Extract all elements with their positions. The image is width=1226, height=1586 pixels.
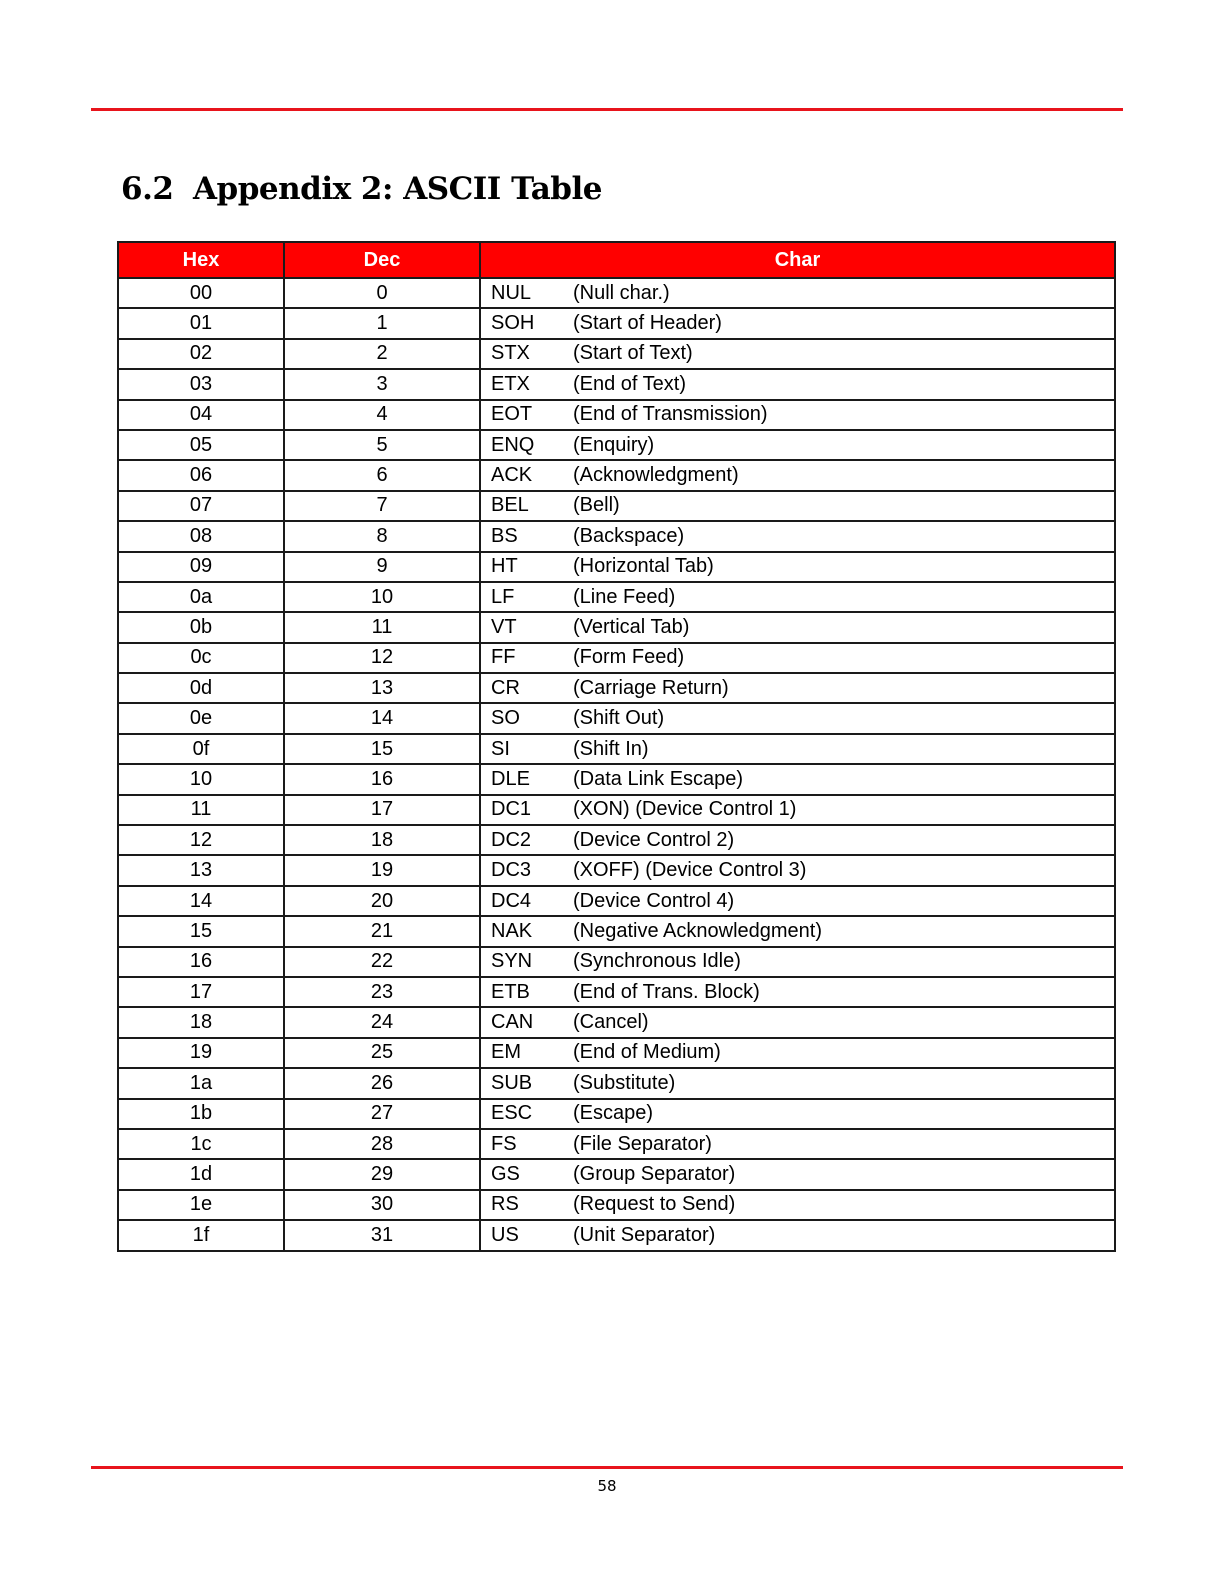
char-code: SUB bbox=[491, 1071, 533, 1094]
table-row bbox=[118, 703, 1115, 733]
cell-hex: 15 bbox=[118, 916, 284, 946]
cell-dec: 26 bbox=[284, 1068, 480, 1098]
char-description: (Carriage Return) bbox=[573, 676, 729, 699]
cell-hex: 06 bbox=[118, 460, 284, 490]
char-code: DC1 bbox=[491, 798, 532, 821]
cell-char bbox=[480, 855, 1115, 885]
cell-hex: 07 bbox=[118, 491, 284, 521]
cell-char bbox=[480, 825, 1115, 855]
cell-char bbox=[480, 339, 1115, 369]
cell-hex: 11 bbox=[118, 795, 284, 825]
table-row bbox=[118, 734, 1115, 764]
cell-char bbox=[480, 1190, 1115, 1220]
table-row bbox=[118, 430, 1115, 460]
cell-char bbox=[480, 491, 1115, 521]
table-row bbox=[118, 400, 1115, 430]
cell-dec: 3 bbox=[284, 369, 480, 399]
cell-dec: 23 bbox=[284, 977, 480, 1007]
cell-char bbox=[480, 278, 1115, 308]
char-code: BS bbox=[491, 524, 518, 547]
cell-dec: 13 bbox=[284, 673, 480, 703]
table-row bbox=[118, 1159, 1115, 1189]
cell-char bbox=[480, 947, 1115, 977]
cell-dec: 31 bbox=[284, 1220, 480, 1250]
cell-dec: 1 bbox=[284, 308, 480, 338]
char-code: GS bbox=[491, 1163, 520, 1186]
cell-dec: 15 bbox=[284, 734, 480, 764]
char-description: (Shift In) bbox=[573, 737, 649, 760]
table-row bbox=[118, 1068, 1115, 1098]
table-header-row bbox=[118, 242, 1115, 278]
cell-dec: 24 bbox=[284, 1007, 480, 1037]
char-code: EM bbox=[491, 1041, 521, 1064]
section-number: 6.2 bbox=[121, 170, 174, 207]
char-code: NUL bbox=[491, 281, 532, 304]
char-description: (End of Transmission) bbox=[573, 403, 768, 426]
table-row bbox=[118, 1007, 1115, 1037]
table-row bbox=[118, 1190, 1115, 1220]
char-description: (Form Feed) bbox=[573, 646, 685, 669]
cell-char bbox=[480, 1038, 1115, 1068]
cell-char bbox=[480, 643, 1115, 673]
cell-char bbox=[480, 369, 1115, 399]
char-code: BEL bbox=[491, 494, 529, 517]
cell-dec: 27 bbox=[284, 1099, 480, 1129]
cell-dec: 4 bbox=[284, 400, 480, 430]
table-row bbox=[118, 369, 1115, 399]
table-row bbox=[118, 1038, 1115, 1068]
cell-dec: 30 bbox=[284, 1190, 480, 1220]
char-description: (End of Trans. Block) bbox=[573, 980, 760, 1003]
cell-dec: 12 bbox=[284, 643, 480, 673]
char-code: CR bbox=[491, 676, 520, 699]
cell-dec: 25 bbox=[284, 1038, 480, 1068]
table-row bbox=[118, 552, 1115, 582]
cell-char bbox=[480, 612, 1115, 642]
table-row bbox=[118, 886, 1115, 916]
table-row bbox=[118, 764, 1115, 794]
char-code: SOH bbox=[491, 312, 535, 335]
char-code: HT bbox=[491, 555, 518, 578]
cell-hex: 00 bbox=[118, 278, 284, 308]
cell-dec: 18 bbox=[284, 825, 480, 855]
cell-char bbox=[480, 1159, 1115, 1189]
char-description: (Device Control 2) bbox=[573, 828, 735, 851]
cell-hex: 13 bbox=[118, 855, 284, 885]
cell-hex: 1d bbox=[118, 1159, 284, 1189]
char-code: LF bbox=[491, 585, 515, 608]
char-description: (Cancel) bbox=[573, 1011, 649, 1034]
cell-char bbox=[480, 764, 1115, 794]
cell-hex: 05 bbox=[118, 430, 284, 460]
char-description: (Backspace) bbox=[573, 524, 685, 547]
char-code: ENQ bbox=[491, 433, 535, 456]
cell-hex: 0c bbox=[118, 643, 284, 673]
cell-dec: 2 bbox=[284, 339, 480, 369]
char-description: (Escape) bbox=[573, 1102, 654, 1125]
cell-dec: 0 bbox=[284, 278, 480, 308]
char-code: FF bbox=[491, 646, 516, 669]
cell-hex: 08 bbox=[118, 521, 284, 551]
section-heading bbox=[121, 171, 602, 207]
section-title: Appendix 2: ASCII Table bbox=[193, 170, 602, 207]
cell-dec: 8 bbox=[284, 521, 480, 551]
char-code: EOT bbox=[491, 403, 533, 426]
cell-hex: 16 bbox=[118, 947, 284, 977]
table-row bbox=[118, 643, 1115, 673]
char-code: DC4 bbox=[491, 889, 532, 912]
cell-hex: 01 bbox=[118, 308, 284, 338]
char-code: ACK bbox=[491, 464, 533, 487]
char-description: (Unit Separator) bbox=[573, 1223, 716, 1246]
char-description: (Request to Send) bbox=[573, 1193, 736, 1216]
cell-hex: 10 bbox=[118, 764, 284, 794]
char-code: DC3 bbox=[491, 859, 532, 882]
cell-dec: 11 bbox=[284, 612, 480, 642]
cell-dec: 20 bbox=[284, 886, 480, 916]
char-code: VT bbox=[491, 615, 517, 638]
table-row bbox=[118, 947, 1115, 977]
cell-char bbox=[480, 977, 1115, 1007]
column-header-dec: Dec bbox=[284, 242, 480, 278]
cell-char bbox=[480, 1068, 1115, 1098]
table-body bbox=[118, 278, 1115, 1251]
table-row bbox=[118, 521, 1115, 551]
cell-char bbox=[480, 430, 1115, 460]
cell-dec: 9 bbox=[284, 552, 480, 582]
char-code: NAK bbox=[491, 919, 533, 942]
cell-char bbox=[480, 460, 1115, 490]
table-row bbox=[118, 612, 1115, 642]
cell-hex: 04 bbox=[118, 400, 284, 430]
table-row bbox=[118, 795, 1115, 825]
table-row bbox=[118, 916, 1115, 946]
char-code: ESC bbox=[491, 1102, 533, 1125]
column-header-hex: Hex bbox=[118, 242, 284, 278]
char-code: FS bbox=[491, 1132, 517, 1155]
cell-hex: 0e bbox=[118, 703, 284, 733]
cell-dec: 16 bbox=[284, 764, 480, 794]
cell-hex: 1f bbox=[118, 1220, 284, 1250]
char-code: DC2 bbox=[491, 828, 532, 851]
cell-dec: 5 bbox=[284, 430, 480, 460]
cell-dec: 28 bbox=[284, 1129, 480, 1159]
ascii-table bbox=[117, 241, 1116, 1252]
cell-hex: 0b bbox=[118, 612, 284, 642]
char-code: US bbox=[491, 1223, 519, 1246]
table-row bbox=[118, 1220, 1115, 1250]
cell-hex: 18 bbox=[118, 1007, 284, 1037]
cell-hex: 1a bbox=[118, 1068, 284, 1098]
char-description: (Shift Out) bbox=[573, 707, 665, 730]
table-row bbox=[118, 1129, 1115, 1159]
cell-hex: 0a bbox=[118, 582, 284, 612]
char-description: (Enquiry) bbox=[573, 433, 655, 456]
cell-hex: 1b bbox=[118, 1099, 284, 1129]
table-row bbox=[118, 855, 1115, 885]
cell-hex: 02 bbox=[118, 339, 284, 369]
cell-hex: 09 bbox=[118, 552, 284, 582]
char-description: (Acknowledgment) bbox=[573, 464, 739, 487]
cell-char bbox=[480, 552, 1115, 582]
char-description: (Horizontal Tab) bbox=[573, 555, 714, 578]
char-code: SI bbox=[491, 737, 510, 760]
cell-hex: 0d bbox=[118, 673, 284, 703]
char-description: (Data Link Escape) bbox=[573, 767, 744, 790]
char-description: (Negative Acknowledgment) bbox=[573, 919, 823, 942]
char-code: SO bbox=[491, 707, 520, 730]
table-row bbox=[118, 825, 1115, 855]
char-description: (Start of Header) bbox=[573, 312, 722, 335]
table-row bbox=[118, 582, 1115, 612]
char-description: (Start of Text) bbox=[573, 342, 693, 365]
cell-char bbox=[480, 886, 1115, 916]
cell-char bbox=[480, 521, 1115, 551]
char-code: SYN bbox=[491, 950, 533, 973]
table-row bbox=[118, 460, 1115, 490]
cell-hex: 1e bbox=[118, 1190, 284, 1220]
char-description: (Vertical Tab) bbox=[573, 615, 690, 638]
char-description: (File Separator) bbox=[573, 1132, 712, 1155]
char-description: (Synchronous Idle) bbox=[573, 950, 741, 973]
table-row bbox=[118, 977, 1115, 1007]
cell-char bbox=[480, 1007, 1115, 1037]
table-row bbox=[118, 308, 1115, 338]
cell-char bbox=[480, 1220, 1115, 1250]
char-code: RS bbox=[491, 1193, 519, 1216]
cell-dec: 10 bbox=[284, 582, 480, 612]
char-description: (XON) (Device Control 1) bbox=[573, 798, 797, 821]
cell-dec: 17 bbox=[284, 795, 480, 825]
char-description: (Substitute) bbox=[573, 1071, 676, 1094]
column-header-char: Char bbox=[480, 242, 1115, 278]
cell-hex: 1c bbox=[118, 1129, 284, 1159]
cell-char bbox=[480, 916, 1115, 946]
cell-hex: 17 bbox=[118, 977, 284, 1007]
cell-char bbox=[480, 1099, 1115, 1129]
char-description: (End of Text) bbox=[573, 372, 687, 395]
cell-dec: 29 bbox=[284, 1159, 480, 1189]
char-code: STX bbox=[491, 342, 530, 365]
cell-char bbox=[480, 703, 1115, 733]
char-code: DLE bbox=[491, 767, 530, 790]
cell-char bbox=[480, 734, 1115, 764]
char-description: (End of Medium) bbox=[573, 1041, 721, 1064]
char-code: ETB bbox=[491, 980, 530, 1003]
char-description: (Group Separator) bbox=[573, 1163, 736, 1186]
cell-hex: 12 bbox=[118, 825, 284, 855]
bottom-divider bbox=[91, 1466, 1123, 1469]
table-row bbox=[118, 1099, 1115, 1129]
table-row bbox=[118, 673, 1115, 703]
cell-char bbox=[480, 582, 1115, 612]
cell-char bbox=[480, 795, 1115, 825]
top-divider bbox=[91, 108, 1123, 111]
char-description: (Bell) bbox=[573, 494, 620, 517]
table-row bbox=[118, 491, 1115, 521]
cell-hex: 0f bbox=[118, 734, 284, 764]
cell-dec: 19 bbox=[284, 855, 480, 885]
cell-dec: 22 bbox=[284, 947, 480, 977]
table-row bbox=[118, 339, 1115, 369]
cell-dec: 14 bbox=[284, 703, 480, 733]
char-code: CAN bbox=[491, 1011, 534, 1034]
char-description: (XOFF) (Device Control 3) bbox=[573, 859, 807, 882]
cell-char bbox=[480, 1129, 1115, 1159]
cell-char bbox=[480, 673, 1115, 703]
cell-hex: 19 bbox=[118, 1038, 284, 1068]
char-description: (Null char.) bbox=[573, 281, 670, 304]
cell-dec: 7 bbox=[284, 491, 480, 521]
cell-hex: 03 bbox=[118, 369, 284, 399]
cell-char bbox=[480, 308, 1115, 338]
page-number: 58 bbox=[597, 1477, 617, 1495]
char-code: ETX bbox=[491, 372, 530, 395]
cell-char bbox=[480, 400, 1115, 430]
table-row bbox=[118, 278, 1115, 308]
cell-dec: 6 bbox=[284, 460, 480, 490]
char-description: (Line Feed) bbox=[573, 585, 676, 608]
cell-hex: 14 bbox=[118, 886, 284, 916]
cell-dec: 21 bbox=[284, 916, 480, 946]
char-description: (Device Control 4) bbox=[573, 889, 735, 912]
